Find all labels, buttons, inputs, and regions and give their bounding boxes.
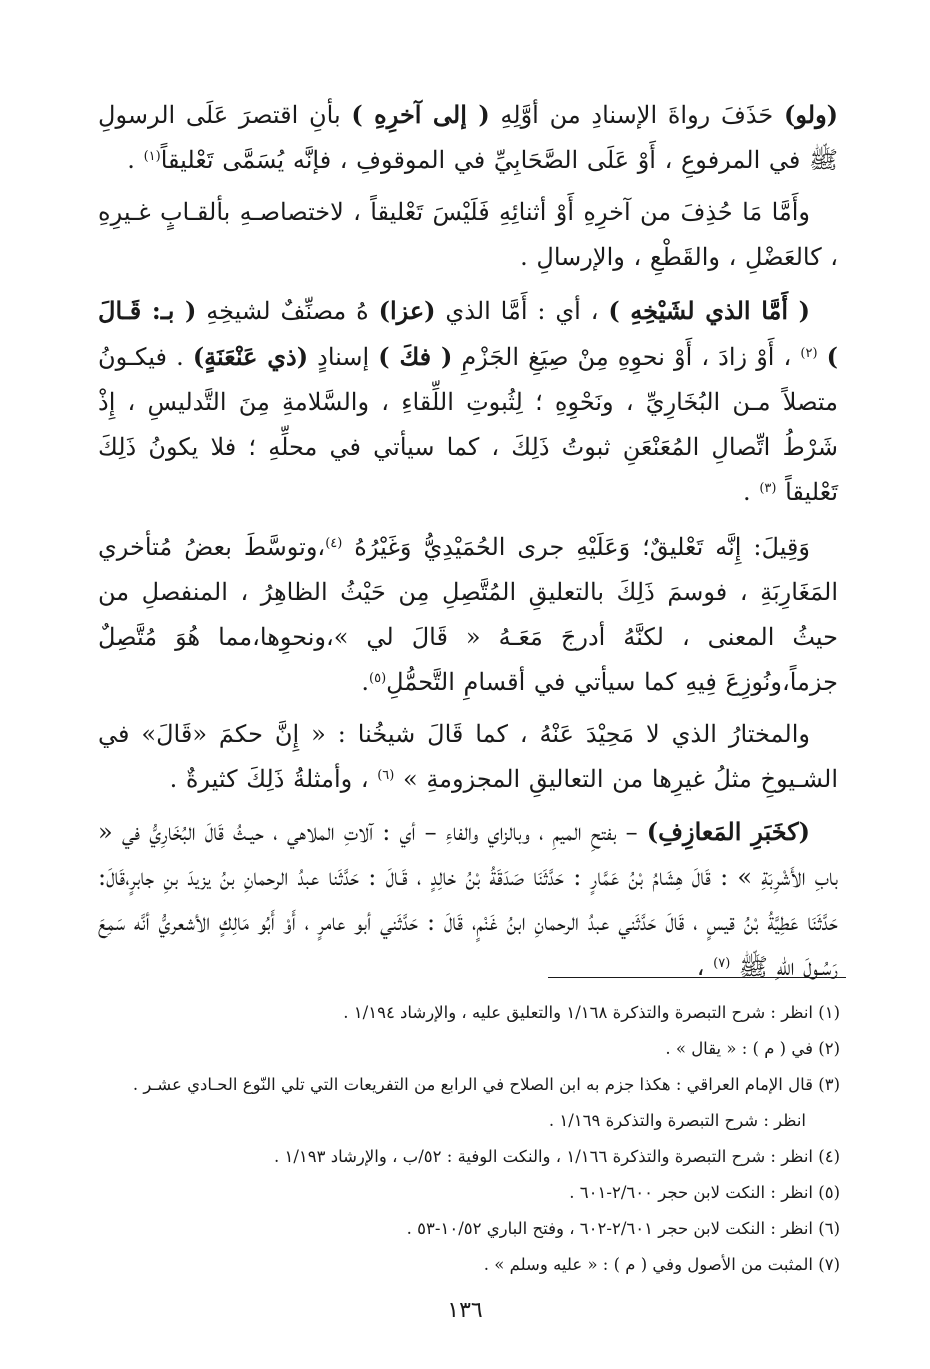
text: حَذَفَ رواةَ الإسنادِ من أوَّلِهِ	[489, 101, 784, 129]
footnote-3: (٣) قال الإمام العراقي : هكذا جزم به ابن الصلاح في الرابع من التفريعات التي تلي النّوع الحـادي عشـر .	[132, 1075, 840, 1094]
paragraph-3	[98, 288, 838, 515]
footnote-7: (٧) المثبت من الأصول وفي ( م ) : « عليه وسلم » .	[483, 1255, 840, 1274]
text: ، أَوْ زادَ ، أَوْ نحوِهِ مِنْ صِيَغِ الجَزْمِ	[452, 343, 801, 371]
paragraph-1	[98, 92, 838, 183]
term: (عزا)	[378, 296, 436, 325]
text: .	[743, 478, 751, 506]
paragraph-4	[98, 525, 838, 705]
text: إسنادٍ	[308, 343, 379, 371]
text: ، وأمثلةُ ذَلِكَ كثيرةٌ .	[169, 765, 378, 793]
main-text	[98, 92, 838, 990]
footnote-4: (٤) انظر : شرح التبصرة والتذكرة ١/١٦٦ ، والنكت الوفية : ٥٢/ب ، والإرشاد ١/١٩٣ .	[273, 1147, 840, 1166]
text: وَقِيلَ: إِنَّه تَعْليقٌ؛ وَعَلَيْهِ جرى الحُمَيْدِيُّ وَغَيْرُهُ	[342, 533, 810, 561]
footnote-3-continuation: انظر : شرح التبصرة والتذكرة ١/١٦٩ .	[548, 1111, 806, 1130]
footnote-6: (٦) انظر : النكت لابن حجر ٢/٦٠١-٦٠٢ ، وفتح الباري ١٠/٥٢-٥٣ .	[406, 1219, 840, 1238]
footnote-ref: (٦)	[377, 768, 395, 783]
footnote-5: (٥) انظر : النكت لابن حجر ٢/٦٠٠-٦٠١ .	[569, 1183, 840, 1202]
footnote-ref: (٢)	[800, 346, 818, 361]
text: والمختارُ الذي لا مَحِيْدَ عَنْهُ ، كما قَالَ شيخُنا : « إِنَّ حكمَ «قَالَ» في الشـيوخِ مثلُ غيرِها من التعاليقِ المجزومةِ »	[98, 720, 838, 793]
footnote-ref: (٣)	[759, 481, 777, 496]
text: هُ مصنِّفٌ لشيخِهِ	[196, 297, 379, 325]
text: .	[127, 146, 135, 174]
footnotes	[100, 995, 840, 1283]
footnote-ref: (٥)	[369, 671, 387, 686]
term: ( بـ: قَـالَ )	[98, 296, 838, 371]
paragraph-6	[98, 809, 838, 990]
footnote-ref: (١)	[143, 149, 161, 164]
text: ،	[696, 953, 714, 981]
term: ( أَمَّا الذي لشَيْخِهِ )	[608, 296, 810, 325]
text: ،وتوسَّطَ بعضُ مُتأخري المَغَارِبَةِ ، فوسمَ ذَلِكَ بالتعليقِ المُتَّصِلِ مِن حَيْثُ الظاهِرُ ، المنفصلِ من حيثُ المعنى ، لكنَّهُ أدرجَ مَعَـهُ « قَالَ لي »،ونحوِها،مما هُوَ مُتَّصِلٌ جزماً،ونُوزِعَ فِيهِ كما سيأتي في أقسامِ التَّحمُّلِ	[98, 533, 838, 696]
text: .	[361, 668, 369, 696]
footnote-separator	[548, 977, 846, 978]
footnote-ref: (٤)	[325, 536, 343, 551]
term: ( فكَ )	[378, 342, 453, 371]
footnote-ref: (٧)	[713, 956, 731, 971]
paragraph-2: وأَمَّا مَا حُذِفَ من آخرِهِ أَوْ أثنائِهِ فَلَيْسَ تَعْليقاً ، لاختصاصـهِ بألقـابٍ غـيرِهِ ، كالعَضْلِ ، والقَطْعِ ، والإرسالِ .	[98, 198, 838, 271]
text: . فيكـونُ متصلاً مـن البُخَارِيِّ ، ونَحْوِهِ ؛ لِثُبوتِ اللِّقاءِ ، والسَّلامةِ مِنَ التَّدليسِ ، إِذْ شَرْطُ اتِّصالِ المُعَنْعَنِ ثبوتُ ذَلِكَ ، كما سيأتي في محلِّهِ ؛ فلا يكونُ ذَلِكَ تَعْليقاً	[98, 343, 838, 506]
text: ، أي : أَمَّا الذي	[435, 297, 609, 325]
term: ( إلى آخرِهِ )	[351, 100, 490, 129]
term: (ولو)	[784, 100, 839, 129]
page-number: ١٣٦	[447, 1298, 483, 1323]
footnote-2: (٢) في ( م ) : « يقال » .	[665, 1039, 840, 1058]
paragraph-5	[98, 712, 838, 802]
term: (ذي عَنْعَنَةٍ)	[192, 342, 309, 371]
term: (كخَبَرِ المَعازِفِ)	[646, 817, 810, 846]
text: – بفتحِ الميمِ ، وبالزاي والفاءِ – أي : آلاتِ الملاهي ، حيـثُ قَالَ البُخَارِيُّ في « بابِ الأَشْرِبَةِ » : قَالَ هِشَامُ بْنُ عَمَّارٍ : حَدَّثَنَا صَدَقَةُ بْنُ خالِدٍ ، قَـالَ : حَدَّثَنا عبدُ الرحمانِ بنُ يزيدَ بنِ جابرٍ،قَالَ: حَدَّثَنَا عَطِيَّةُ بْنُ قيسٍ ، قَالَ حَدَّثَني عبدُ الرحمانِ ابنُ غَنْمٍ، قَالَ : حَدَّثَني أبو عامرٍ ، أَوْ أَبُو مَالِكٍ الأشعريُّ أنَّه سَمِعَ رَسُـولَ اللهِ ﷺ	[98, 818, 838, 981]
text: بأنِ اقتصرَ عَلَى الرسولِ ﷺ في المرفوعِ ، أَوْ عَلَى الصَّحَابِيِّ في الموقوفِ ، فإنَّه يُسَمَّى تَعْليقاً	[98, 101, 838, 174]
footnote-1: (١) انظر : شرح التبصرة والتذكرة ١/١٦٨ والتعليق عليه ، والإرشاد ١/١٩٤ .	[343, 1003, 840, 1022]
